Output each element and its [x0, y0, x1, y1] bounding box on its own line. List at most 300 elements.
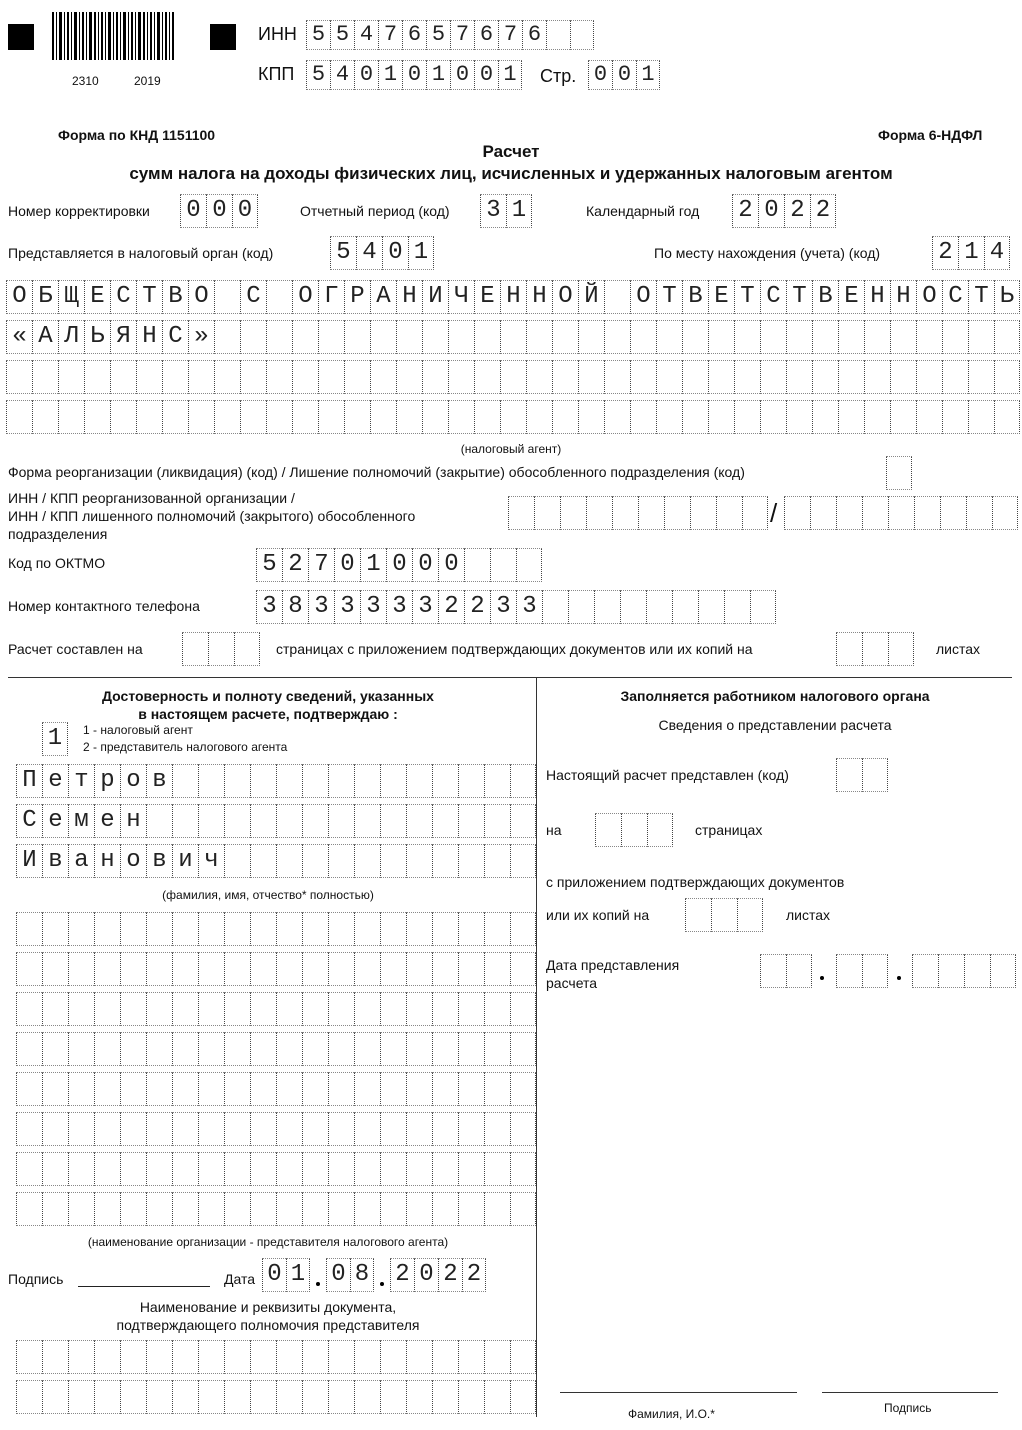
year-cells[interactable]: [732, 194, 836, 228]
char-cell[interactable]: [552, 320, 578, 354]
char-cell[interactable]: [510, 764, 536, 798]
char-cell[interactable]: [534, 496, 560, 530]
char-cell[interactable]: [94, 952, 120, 986]
char-cell[interactable]: [458, 804, 484, 838]
char-cell[interactable]: Г: [318, 280, 344, 314]
char-cell[interactable]: [942, 360, 968, 394]
char-cell[interactable]: [888, 632, 914, 666]
char-cell[interactable]: т: [68, 764, 94, 798]
location-cells[interactable]: [932, 236, 1010, 270]
char-cell[interactable]: [250, 1032, 276, 1066]
char-cell[interactable]: [890, 400, 916, 434]
char-cell[interactable]: [276, 844, 302, 878]
char-cell[interactable]: [94, 1380, 120, 1414]
char-cell[interactable]: [110, 360, 136, 394]
char-cell[interactable]: Ь: [994, 280, 1020, 314]
char-cell[interactable]: [578, 320, 604, 354]
char-cell[interactable]: [990, 954, 1016, 988]
char-cell[interactable]: [354, 1152, 380, 1186]
char-cell[interactable]: [510, 1032, 536, 1066]
char-cell[interactable]: [276, 1072, 302, 1106]
char-cell[interactable]: [938, 954, 964, 988]
char-cell[interactable]: В: [162, 280, 188, 314]
char-cell[interactable]: [16, 1340, 42, 1374]
char-cell[interactable]: [604, 280, 630, 314]
char-cell[interactable]: [224, 1072, 250, 1106]
char-cell[interactable]: 0: [354, 60, 378, 90]
char-cell[interactable]: [276, 804, 302, 838]
char-cell[interactable]: Я: [110, 320, 136, 354]
char-cell[interactable]: [810, 496, 836, 530]
char-cell[interactable]: Н: [396, 280, 422, 314]
char-cell[interactable]: [510, 804, 536, 838]
char-cell[interactable]: [276, 992, 302, 1026]
char-cell[interactable]: [276, 912, 302, 946]
char-cell[interactable]: ч: [198, 844, 224, 878]
org-rep-row-8[interactable]: [16, 1192, 536, 1226]
char-cell[interactable]: [474, 320, 500, 354]
char-cell[interactable]: [240, 400, 266, 434]
char-cell[interactable]: [328, 804, 354, 838]
char-cell[interactable]: С: [942, 280, 968, 314]
char-cell[interactable]: [94, 912, 120, 946]
char-cell[interactable]: [224, 804, 250, 838]
char-cell[interactable]: [526, 400, 552, 434]
char-cell[interactable]: [120, 1032, 146, 1066]
char-cell[interactable]: [380, 1032, 406, 1066]
char-cell[interactable]: [42, 1032, 68, 1066]
char-cell[interactable]: [484, 1112, 510, 1146]
char-cell[interactable]: [406, 1072, 432, 1106]
char-cell[interactable]: [448, 320, 474, 354]
char-cell[interactable]: [136, 360, 162, 394]
char-cell[interactable]: [586, 496, 612, 530]
char-cell[interactable]: П: [16, 764, 42, 798]
char-cell[interactable]: н: [94, 844, 120, 878]
char-cell[interactable]: [318, 360, 344, 394]
char-cell[interactable]: [42, 1072, 68, 1106]
char-cell[interactable]: [198, 1380, 224, 1414]
char-cell[interactable]: [120, 1072, 146, 1106]
char-cell[interactable]: 6: [522, 20, 546, 50]
char-cell[interactable]: [786, 400, 812, 434]
char-cell[interactable]: С: [110, 280, 136, 314]
char-cell[interactable]: 1: [408, 236, 434, 270]
char-cell[interactable]: [838, 360, 864, 394]
char-cell[interactable]: [380, 992, 406, 1026]
char-cell[interactable]: [578, 400, 604, 434]
char-cell[interactable]: [685, 898, 711, 932]
char-cell[interactable]: Ь: [84, 320, 110, 354]
char-cell[interactable]: е: [42, 804, 68, 838]
char-cell[interactable]: Е: [708, 280, 734, 314]
date-month-cells[interactable]: [326, 1258, 374, 1292]
char-cell[interactable]: [146, 912, 172, 946]
char-cell[interactable]: [458, 1152, 484, 1186]
char-cell[interactable]: [146, 992, 172, 1026]
char-cell[interactable]: 3: [516, 590, 542, 624]
char-cell[interactable]: [380, 1152, 406, 1186]
char-cell[interactable]: [354, 1380, 380, 1414]
char-cell[interactable]: [812, 400, 838, 434]
char-cell[interactable]: [380, 1340, 406, 1374]
char-cell[interactable]: [490, 548, 516, 582]
char-cell[interactable]: 7: [498, 20, 522, 50]
char-cell[interactable]: [172, 804, 198, 838]
char-cell[interactable]: [432, 1152, 458, 1186]
char-cell[interactable]: [354, 844, 380, 878]
char-cell[interactable]: [354, 1340, 380, 1374]
char-cell[interactable]: [302, 764, 328, 798]
char-cell[interactable]: [188, 400, 214, 434]
char-cell[interactable]: [786, 320, 812, 354]
char-cell[interactable]: [344, 360, 370, 394]
page-cells[interactable]: [588, 60, 660, 90]
char-cell[interactable]: [120, 1152, 146, 1186]
right-pages-cells[interactable]: [595, 813, 673, 847]
char-cell[interactable]: [656, 360, 682, 394]
char-cell[interactable]: [396, 320, 422, 354]
char-cell[interactable]: о: [120, 764, 146, 798]
char-cell[interactable]: [484, 1032, 510, 1066]
char-cell[interactable]: [484, 1380, 510, 1414]
char-cell[interactable]: [250, 804, 276, 838]
char-cell[interactable]: [182, 632, 208, 666]
char-cell[interactable]: [42, 912, 68, 946]
char-cell[interactable]: [510, 992, 536, 1026]
char-cell[interactable]: [16, 1072, 42, 1106]
char-cell[interactable]: [422, 360, 448, 394]
char-cell[interactable]: [992, 496, 1018, 530]
char-cell[interactable]: [302, 992, 328, 1026]
char-cell[interactable]: [994, 360, 1020, 394]
char-cell[interactable]: [458, 992, 484, 1026]
char-cell[interactable]: [354, 804, 380, 838]
org-name-row-3[interactable]: [6, 360, 1020, 394]
char-cell[interactable]: 5: [330, 20, 354, 50]
char-cell[interactable]: [328, 992, 354, 1026]
char-cell[interactable]: 8: [282, 590, 308, 624]
char-cell[interactable]: [172, 952, 198, 986]
char-cell[interactable]: О: [6, 280, 32, 314]
char-cell[interactable]: [432, 804, 458, 838]
char-cell[interactable]: [864, 320, 890, 354]
char-cell[interactable]: [328, 1112, 354, 1146]
char-cell[interactable]: [406, 804, 432, 838]
submission-month-cells[interactable]: [836, 954, 888, 988]
char-cell[interactable]: 0: [262, 1258, 286, 1292]
char-cell[interactable]: [224, 844, 250, 878]
char-cell[interactable]: [172, 1340, 198, 1374]
char-cell[interactable]: 3: [256, 590, 282, 624]
char-cell[interactable]: м: [68, 804, 94, 838]
char-cell[interactable]: О: [630, 280, 656, 314]
char-cell[interactable]: [328, 1340, 354, 1374]
char-cell[interactable]: [94, 1192, 120, 1226]
char-cell[interactable]: [250, 992, 276, 1026]
char-cell[interactable]: И: [16, 844, 42, 878]
char-cell[interactable]: [214, 360, 240, 394]
char-cell[interactable]: [484, 912, 510, 946]
char-cell[interactable]: [484, 1152, 510, 1186]
char-cell[interactable]: [484, 1340, 510, 1374]
char-cell[interactable]: [16, 952, 42, 986]
char-cell[interactable]: [682, 360, 708, 394]
char-cell[interactable]: 3: [334, 590, 360, 624]
char-cell[interactable]: [120, 952, 146, 986]
char-cell[interactable]: [68, 1192, 94, 1226]
char-cell[interactable]: [862, 954, 888, 988]
char-cell[interactable]: 0: [180, 194, 206, 228]
char-cell[interactable]: [380, 912, 406, 946]
char-cell[interactable]: [302, 1380, 328, 1414]
char-cell[interactable]: [432, 844, 458, 878]
char-cell[interactable]: [266, 360, 292, 394]
char-cell[interactable]: [120, 1112, 146, 1146]
doc-row-2[interactable]: [16, 1380, 536, 1414]
char-cell[interactable]: [344, 400, 370, 434]
char-cell[interactable]: [68, 1340, 94, 1374]
char-cell[interactable]: [120, 992, 146, 1026]
char-cell[interactable]: 3: [480, 194, 506, 228]
char-cell[interactable]: 1: [958, 236, 984, 270]
inn-cells[interactable]: [306, 20, 594, 50]
char-cell[interactable]: [448, 400, 474, 434]
char-cell[interactable]: [354, 1112, 380, 1146]
char-cell[interactable]: [682, 320, 708, 354]
char-cell[interactable]: [422, 320, 448, 354]
char-cell[interactable]: и: [172, 844, 198, 878]
char-cell[interactable]: [862, 632, 888, 666]
char-cell[interactable]: 3: [412, 590, 438, 624]
char-cell[interactable]: [94, 1340, 120, 1374]
char-cell[interactable]: [708, 400, 734, 434]
char-cell[interactable]: [172, 1380, 198, 1414]
char-cell[interactable]: [964, 954, 990, 988]
char-cell[interactable]: [198, 1072, 224, 1106]
char-cell[interactable]: [354, 764, 380, 798]
char-cell[interactable]: [302, 952, 328, 986]
char-cell[interactable]: е: [42, 764, 68, 798]
char-cell[interactable]: [838, 400, 864, 434]
char-cell[interactable]: [630, 360, 656, 394]
char-cell[interactable]: 0: [414, 1258, 438, 1292]
char-cell[interactable]: 1: [360, 548, 386, 582]
char-cell[interactable]: р: [94, 764, 120, 798]
char-cell[interactable]: [146, 1340, 172, 1374]
char-cell[interactable]: [276, 1192, 302, 1226]
char-cell[interactable]: [16, 1192, 42, 1226]
char-cell[interactable]: [68, 1380, 94, 1414]
char-cell[interactable]: [84, 400, 110, 434]
char-cell[interactable]: 8: [350, 1258, 374, 1292]
char-cell[interactable]: 2: [810, 194, 836, 228]
char-cell[interactable]: 5: [306, 60, 330, 90]
char-cell[interactable]: [568, 590, 594, 624]
char-cell[interactable]: 0: [334, 548, 360, 582]
char-cell[interactable]: [198, 804, 224, 838]
char-cell[interactable]: [526, 360, 552, 394]
char-cell[interactable]: [214, 400, 240, 434]
char-cell[interactable]: [276, 1340, 302, 1374]
char-cell[interactable]: [690, 496, 716, 530]
char-cell[interactable]: [760, 954, 786, 988]
char-cell[interactable]: 2: [282, 548, 308, 582]
char-cell[interactable]: 1: [286, 1258, 310, 1292]
char-cell[interactable]: [302, 1072, 328, 1106]
char-cell[interactable]: [94, 1072, 120, 1106]
official-signature-line[interactable]: [822, 1392, 998, 1393]
char-cell[interactable]: 0: [474, 60, 498, 90]
char-cell[interactable]: [484, 764, 510, 798]
char-cell[interactable]: [604, 400, 630, 434]
char-cell[interactable]: [432, 1112, 458, 1146]
char-cell[interactable]: Щ: [58, 280, 84, 314]
char-cell[interactable]: 0: [326, 1258, 350, 1292]
char-cell[interactable]: [68, 1152, 94, 1186]
char-cell[interactable]: [380, 844, 406, 878]
char-cell[interactable]: а: [68, 844, 94, 878]
org-rep-row-1[interactable]: [16, 912, 536, 946]
char-cell[interactable]: 4: [330, 60, 354, 90]
char-cell[interactable]: [734, 320, 760, 354]
char-cell[interactable]: [302, 1112, 328, 1146]
char-cell[interactable]: [406, 844, 432, 878]
char-cell[interactable]: [172, 764, 198, 798]
char-cell[interactable]: [172, 912, 198, 946]
char-cell[interactable]: [276, 952, 302, 986]
char-cell[interactable]: [432, 1072, 458, 1106]
signer-code-cell[interactable]: [42, 722, 68, 756]
char-cell[interactable]: 0: [588, 60, 612, 90]
char-cell[interactable]: [16, 1112, 42, 1146]
period-cells[interactable]: [480, 194, 532, 228]
char-cell[interactable]: [42, 1112, 68, 1146]
char-cell[interactable]: [162, 360, 188, 394]
char-cell[interactable]: [302, 1032, 328, 1066]
char-cell[interactable]: [302, 804, 328, 838]
char-cell[interactable]: [862, 496, 888, 530]
char-cell[interactable]: [406, 1112, 432, 1146]
char-cell[interactable]: [224, 1112, 250, 1146]
char-cell[interactable]: 3: [360, 590, 386, 624]
char-cell[interactable]: О: [188, 280, 214, 314]
char-cell[interactable]: [942, 400, 968, 434]
char-cell[interactable]: [594, 590, 620, 624]
char-cell[interactable]: [318, 320, 344, 354]
char-cell[interactable]: [656, 400, 682, 434]
char-cell[interactable]: [328, 1380, 354, 1414]
char-cell[interactable]: [198, 1112, 224, 1146]
char-cell[interactable]: Е: [838, 280, 864, 314]
char-cell[interactable]: 1: [378, 60, 402, 90]
oktmo-cells[interactable]: [256, 548, 542, 582]
char-cell[interactable]: [484, 1192, 510, 1226]
char-cell[interactable]: 0: [450, 60, 474, 90]
char-cell[interactable]: [250, 1072, 276, 1106]
char-cell[interactable]: С: [162, 320, 188, 354]
char-cell[interactable]: [266, 320, 292, 354]
char-cell[interactable]: [484, 952, 510, 986]
char-cell[interactable]: [354, 1192, 380, 1226]
char-cell[interactable]: [458, 1380, 484, 1414]
char-cell[interactable]: [42, 1380, 68, 1414]
char-cell[interactable]: [396, 360, 422, 394]
char-cell[interactable]: 5: [306, 20, 330, 50]
char-cell[interactable]: [292, 320, 318, 354]
char-cell[interactable]: [886, 456, 912, 490]
char-cell[interactable]: [328, 1152, 354, 1186]
char-cell[interactable]: [292, 360, 318, 394]
char-cell[interactable]: Н: [136, 320, 162, 354]
char-cell[interactable]: [198, 764, 224, 798]
char-cell[interactable]: [836, 632, 862, 666]
char-cell[interactable]: [994, 400, 1020, 434]
char-cell[interactable]: [458, 764, 484, 798]
char-cell[interactable]: 0: [206, 194, 232, 228]
char-cell[interactable]: [172, 1112, 198, 1146]
org-rep-row-4[interactable]: [16, 1032, 536, 1066]
char-cell[interactable]: [16, 992, 42, 1026]
char-cell[interactable]: [916, 360, 942, 394]
char-cell[interactable]: [406, 764, 432, 798]
char-cell[interactable]: [672, 590, 698, 624]
char-cell[interactable]: [708, 320, 734, 354]
char-cell[interactable]: в: [146, 764, 172, 798]
char-cell[interactable]: [188, 360, 214, 394]
char-cell[interactable]: [42, 1340, 68, 1374]
char-cell[interactable]: 4: [356, 236, 382, 270]
char-cell[interactable]: [812, 320, 838, 354]
char-cell[interactable]: 3: [308, 590, 334, 624]
char-cell[interactable]: [302, 1192, 328, 1226]
char-cell[interactable]: [16, 1380, 42, 1414]
char-cell[interactable]: [432, 1032, 458, 1066]
char-cell[interactable]: 3: [490, 590, 516, 624]
char-cell[interactable]: [94, 1152, 120, 1186]
char-cell[interactable]: В: [682, 280, 708, 314]
char-cell[interactable]: [6, 400, 32, 434]
char-cell[interactable]: Т: [656, 280, 682, 314]
char-cell[interactable]: 0: [438, 548, 464, 582]
char-cell[interactable]: 7: [450, 20, 474, 50]
char-cell[interactable]: 6: [474, 20, 498, 50]
char-cell[interactable]: [458, 912, 484, 946]
char-cell[interactable]: [734, 360, 760, 394]
char-cell[interactable]: Л: [58, 320, 84, 354]
char-cell[interactable]: [484, 992, 510, 1026]
char-cell[interactable]: Т: [734, 280, 760, 314]
char-cell[interactable]: [458, 1032, 484, 1066]
org-rep-row-2[interactable]: [16, 952, 536, 986]
char-cell[interactable]: [916, 320, 942, 354]
char-cell[interactable]: [542, 590, 568, 624]
char-cell[interactable]: [864, 400, 890, 434]
char-cell[interactable]: [656, 320, 682, 354]
char-cell[interactable]: С: [240, 280, 266, 314]
org-name-row-2[interactable]: [6, 320, 1020, 354]
char-cell[interactable]: 1: [426, 60, 450, 90]
char-cell[interactable]: [224, 1152, 250, 1186]
char-cell[interactable]: 7: [378, 20, 402, 50]
char-cell[interactable]: [250, 952, 276, 986]
char-cell[interactable]: О: [916, 280, 942, 314]
char-cell[interactable]: 5: [256, 548, 282, 582]
char-cell[interactable]: е: [94, 804, 120, 838]
char-cell[interactable]: 3: [386, 590, 412, 624]
char-cell[interactable]: [474, 360, 500, 394]
char-cell[interactable]: 0: [412, 548, 438, 582]
